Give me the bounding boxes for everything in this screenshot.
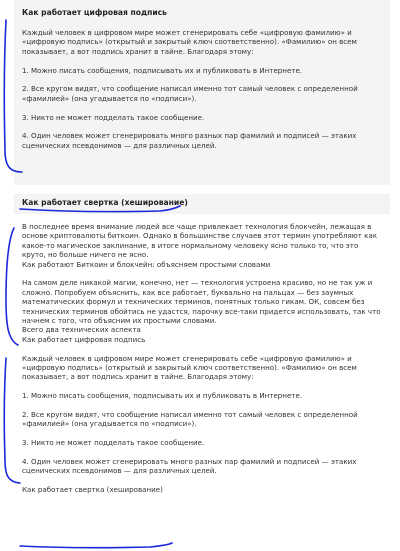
related-article-link[interactable]: Как работают Биткоин и блокчейн: объясняем простыми словами <box>22 259 271 269</box>
list-point-4: 4. Один человек может сгенерировать много разных пар фамилий и подписей — этаких сценических псевдонимов — для различных целей. <box>22 131 357 150</box>
paragraph-intro: Каждый человек в цифровом мире может сгенерировать себе «цифровую фамилию» и «цифровую подпись» (открытый и закрытый ключ соответственно). «Фамилию» он всем показывает, а вот подпись хранит в тайне. Благодаря этому: <box>22 28 357 56</box>
heading-hashing: Как работает свертка (хеширование) <box>22 198 188 207</box>
list-point-1: 1. Можно писать сообщения, подписывать их и публиковать в Интернете. <box>22 65 303 75</box>
paragraph-blockchain-intro: В последнее время внимание людей все чаще привлекает технология блокчейн, лежащая в основе криптовалюты биткоин. Однако в большинстве случаев этот термин употребляют как какое-то магическое заклинание, в итоге нормальному человеку ясно только то, что это круто, но больше ничего не ясно. <box>22 222 378 260</box>
list-point-1-repeat: 1. Можно писать сообщения, подписывать их и публиковать в Интернете. <box>22 391 303 401</box>
list-point-2: 2. Все кругом видят, что сообщение написал именно тот самый человек с определенной «фамилией» (она угадывается по «подписи»). <box>22 84 358 103</box>
subheading-two-aspects: Всего два технических аспекта <box>22 325 141 335</box>
excerpt-block-signature <box>14 0 390 185</box>
subheading-digital-signature: Как работает цифровая подпись <box>22 334 146 344</box>
excerpt-block-hashing <box>14 194 390 214</box>
list-point-3: 3. Никто не может подделать такое сообщение. <box>22 112 205 122</box>
heading-digital-signature: Как работает цифровая подпись <box>22 8 167 17</box>
subheading-hashing-repeat: Как работает свертка (хеширование) <box>22 485 163 495</box>
list-point-2-repeat: 2. Все кругом видят, что сообщение написал именно тот самый человек с определенной «фамилией» (она угадывается по «подписи»). <box>22 410 358 429</box>
list-point-3-repeat: 3. Никто не может подделать такое сообщение. <box>22 438 205 448</box>
article-body <box>14 222 390 551</box>
paragraph-no-magic: На самом деле никакой магии, конечно, нет — технология устроена красиво, но не так уж и сложно. Попробуем объяснить, как все работает, буквально на пальцах — без заумных математических формул и технических терминов, понятных только гикам. ОК, совсем без технических терминов обойтись не удастся, парочку все-таки придется использовать, так что начнем с того, что объясним их простыми словами. <box>22 278 381 326</box>
list-point-4-repeat: 4. Один человек может сгенерировать много разных пар фамилий и подписей — этаких сценических псевдонимов — для различных целей. <box>22 457 357 476</box>
paragraph-intro-repeat: Каждый человек в цифровом мире может сгенерировать себе «цифровую фамилию» и «цифровую подпись» (открытый и закрытый ключ соответственно). «Фамилию» он всем показывает, а вот подпись хранит в тайне. Благодаря этому: <box>22 353 357 382</box>
